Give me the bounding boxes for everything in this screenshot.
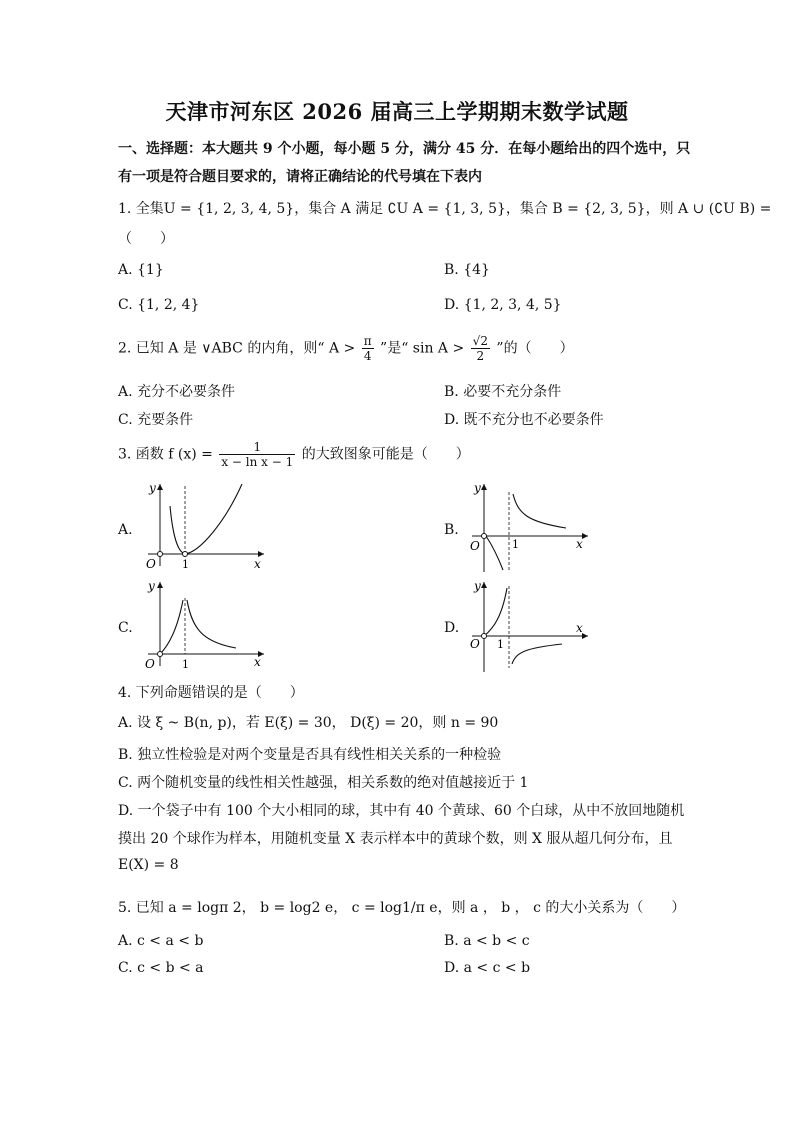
q5-option-b: B. a < b < c [444, 933, 530, 949]
q3-graph-a [140, 478, 270, 570]
q5-option-c: C. c < b < a [118, 960, 204, 976]
q1-option-d: D. {1, 2, 3, 4, 5} [444, 297, 562, 313]
q3-frac [219, 440, 295, 469]
q2-stem [118, 334, 574, 363]
q1-option-a: A. {1} [118, 262, 164, 278]
q2-option-b: B. 必要不充分条件 [444, 384, 562, 400]
q3-c-y-label: y [148, 579, 155, 593]
q2-frac2-num: √2 [472, 334, 488, 348]
q3-a-x-label: x [254, 557, 261, 570]
q2-frac2-den: 2 [476, 349, 485, 363]
q5-stem: 5. 已知 a = logπ 2， b = log2 e， c = log1/π e，则 a ， b ， c 的大小关系为（ ） [118, 900, 686, 916]
q4-option-d-line2: 摸出 20 个球作为样本，用随机变量 X 表示样本中的黄球个数，则 X 服从超几何分布，且 [118, 831, 673, 847]
q3-c-x-label: x [254, 655, 261, 669]
q1-stem: 1. 全集U = {1, 2, 3, 4, 5}，集合 A 满足 ∁U A = {1, 3, 5}，集合 B = {2, 3, 5}，则 A ∪ (∁U B) = [118, 201, 772, 217]
q3-c-one: 1 [182, 658, 189, 670]
q3-d-y-label: y [474, 579, 481, 593]
q3-stem [118, 440, 470, 469]
q3-label-a: A. [118, 522, 133, 538]
q3-post: 的大致图象可能是（ ） [301, 446, 470, 463]
q2-frac1-num: π [363, 334, 372, 348]
page-title: 天津市河东区 2026 届高三上学期期末数学试题 [165, 99, 629, 124]
q3-a-y-label: y [149, 481, 156, 495]
q3-graph-b [466, 478, 596, 574]
q2-frac-sqrt2-2 [471, 334, 490, 363]
q3-a-one: 1 [182, 558, 189, 570]
q3-pre: 3. 函数 f (x) = [118, 446, 213, 463]
q3-graph-d [466, 578, 596, 674]
q2-pre: 2. 已知 A 是 ∨ABC 的内角，则“ A > [118, 340, 356, 357]
q3-b-y-label: y [474, 481, 481, 495]
q2-frac-pi-4 [362, 334, 374, 363]
q3-d-origin: O [470, 637, 480, 651]
q3-d-x-label: x [576, 621, 583, 635]
q4-option-a: A. 设 ξ ~ B(n, p)，若 E(ξ) = 30， D(ξ) = 20，则 n = 90 [118, 715, 499, 731]
q1-option-c: C. {1, 2, 4} [118, 297, 200, 313]
q3-label-d: D. [444, 620, 460, 636]
q3-b-one: 1 [512, 538, 519, 551]
q3-b-origin: O [470, 539, 480, 553]
q4-option-d-line1: D. 一个袋子中有 100 个大小相同的球，其中有 40 个黄球、60 个白球，从中不放回地随机 [118, 803, 685, 819]
q5-option-d: D. a < c < b [444, 960, 531, 976]
q2-option-d: D. 既不充分也不必要条件 [444, 412, 604, 428]
q2-post: ”的（ ） [496, 340, 574, 357]
q3-frac-num: 1 [219, 440, 295, 455]
q2-mid: ”是“ sin A > [380, 340, 465, 357]
q5-option-a: A. c < a < b [118, 933, 204, 949]
q3-d-one: 1 [497, 638, 504, 651]
q1-paren: （ ） [118, 231, 174, 247]
q2-frac1-den: 4 [363, 349, 372, 363]
q3-c-origin: O [145, 657, 155, 670]
q3-b-x-label: x [576, 537, 583, 551]
section-instructions-line2: 有一项是符合题目要求的，请将正确结论的代号填在下表内 [118, 169, 482, 185]
q3-graph-c [140, 578, 270, 670]
q4-option-c: C. 两个随机变量的线性相关性越强，相关系数的绝对值越接近于 1 [118, 775, 529, 791]
q3-a-origin: O [146, 557, 156, 570]
q3-label-c: C. [118, 620, 133, 636]
q4-stem: 4. 下列命题错误的是（ ） [118, 685, 304, 701]
q2-option-a: A. 充分不必要条件 [118, 384, 236, 400]
q4-option-b: B. 独立性检验是对两个变量是否具有线性相关关系的一种检验 [118, 747, 502, 763]
q3-label-b: B. [444, 522, 459, 538]
q4-option-d-line3: E(X) = 8 [118, 857, 179, 873]
q1-option-b: B. {4} [444, 262, 490, 278]
q2-option-c: C. 充要条件 [118, 412, 194, 428]
section-instructions-line1: 一、选择题：本大题共 9 个小题，每小题 5 分，满分 45 分．在每小题给出的四个选中，只 [118, 141, 691, 157]
q3-frac-den: x − ln x − 1 [221, 455, 294, 469]
